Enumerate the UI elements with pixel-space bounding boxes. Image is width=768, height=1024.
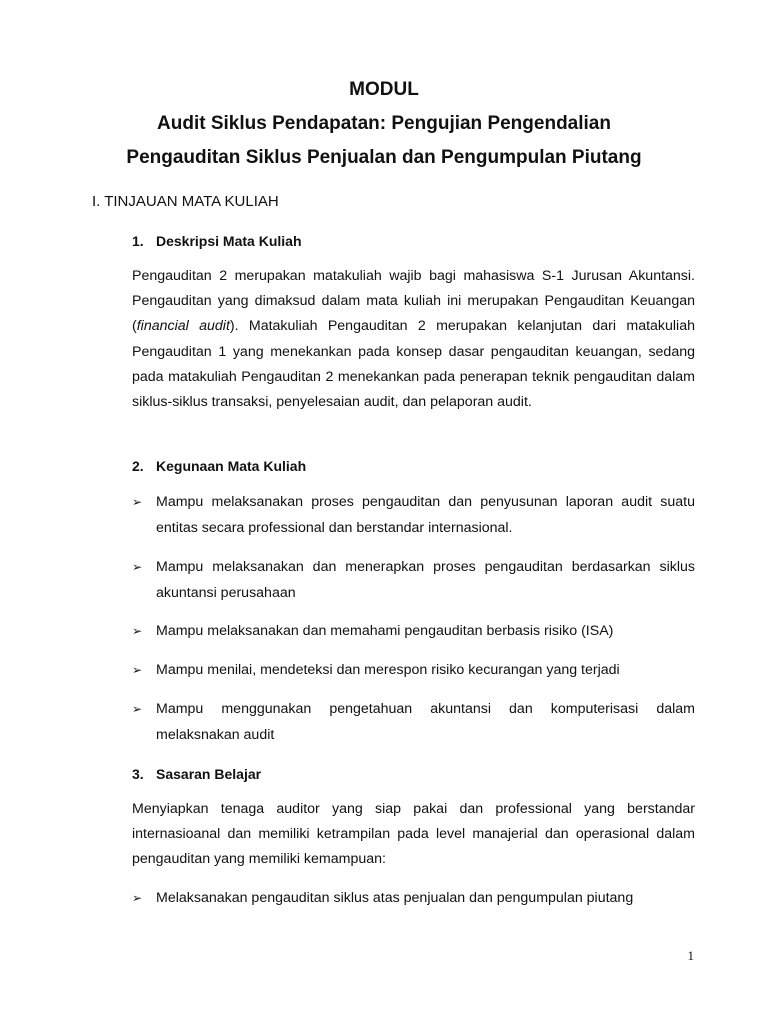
subheading-sasaran: [132, 764, 261, 784]
section-heading-tinjauan: I. TINJAUAN MATA KULIAH: [92, 193, 279, 210]
italic-term: financial audit: [136, 318, 230, 335]
list-item: [132, 697, 695, 749]
arrow-bullet-icon: ➢: [132, 702, 143, 716]
list-item-text: Mampu menggunakan pengetahuan akuntansi dan komputerisasi dalam melaksnakan audit: [156, 701, 695, 743]
paragraph-text: Pengauditan 2 merupakan matakuliah wajib bagi mahasiswa S-1 Jurusan Akuntansi. Pengauditan yang dimaksud dalam mata kuliah ini merupakan Pengauditan Keuangan (: [132, 268, 695, 335]
arrow-bullet-icon: ➢: [132, 891, 143, 905]
doc-title-modul: MODUL: [349, 79, 419, 100]
list-item: [132, 555, 695, 607]
paragraph-sasaran: Menyiapkan tenaga auditor yang siap pakai dan professional yang berstandar internasioanal dan memiliki ketrampilan pada level manajerial dan operasional dalam pengauditan yang memiliki kemampuan:: [132, 801, 695, 868]
subheading-text: Kegunaan Mata Kuliah: [156, 458, 307, 474]
list-item-text: Mampu menilai, mendeteksi dan merespon risiko kecurangan yang terjadi: [156, 662, 620, 678]
subheading-number: 1.: [132, 233, 144, 249]
list-item: [132, 886, 695, 912]
page-number: 1: [687, 948, 694, 963]
arrow-bullet-icon: ➢: [132, 624, 143, 638]
subheading-number: 3.: [132, 766, 144, 782]
paragraph-text: ). Matakuliah Pengauditan 2 merupakan kelanjutan dari matakuliah Pengauditan 1 yang menekankan pada konsep dasar pengauditan keuangan, sedang pada matakuliah Pengauditan 2 menekankan pada penerapan teknik pengauditan dalam siklus-siklus transaksi, penyelesaian audit, dan pelaporan audit.: [132, 318, 695, 411]
subheading-deskripsi: [132, 231, 302, 251]
arrow-bullet-icon: ➢: [132, 495, 143, 509]
list-item-text: Mampu melaksanakan proses pengauditan dan penyusunan laporan audit suatu entitas secara professional dan berstandar internasional.: [156, 494, 695, 536]
subheading-text: Sasaran Belajar: [156, 766, 262, 782]
list-item: [132, 619, 695, 645]
subheading-kegunaan: [132, 456, 306, 476]
list-item-text: Melaksanakan pengauditan siklus atas penjualan dan pengumpulan piutang: [156, 890, 634, 906]
subheading-number: 2.: [132, 458, 144, 474]
list-item: [132, 658, 695, 684]
doc-title-main: Audit Siklus Pendapatan: Pengujian Pengendalian: [157, 113, 611, 134]
arrow-bullet-icon: ➢: [132, 560, 143, 574]
list-item-text: Mampu melaksanakan dan memahami pengauditan berbasis risiko (ISA): [156, 623, 614, 639]
doc-title-sub: Pengauditan Siklus Penjualan dan Pengumpulan Piutang: [126, 147, 642, 168]
paragraph-deskripsi: [132, 264, 695, 415]
list-item: [132, 490, 695, 542]
arrow-bullet-icon: ➢: [132, 663, 143, 677]
subheading-text: Deskripsi Mata Kuliah: [156, 233, 302, 249]
list-item-text: Mampu melaksanakan dan menerapkan proses pengauditan berdasarkan siklus akuntansi perusahaan: [156, 559, 695, 601]
